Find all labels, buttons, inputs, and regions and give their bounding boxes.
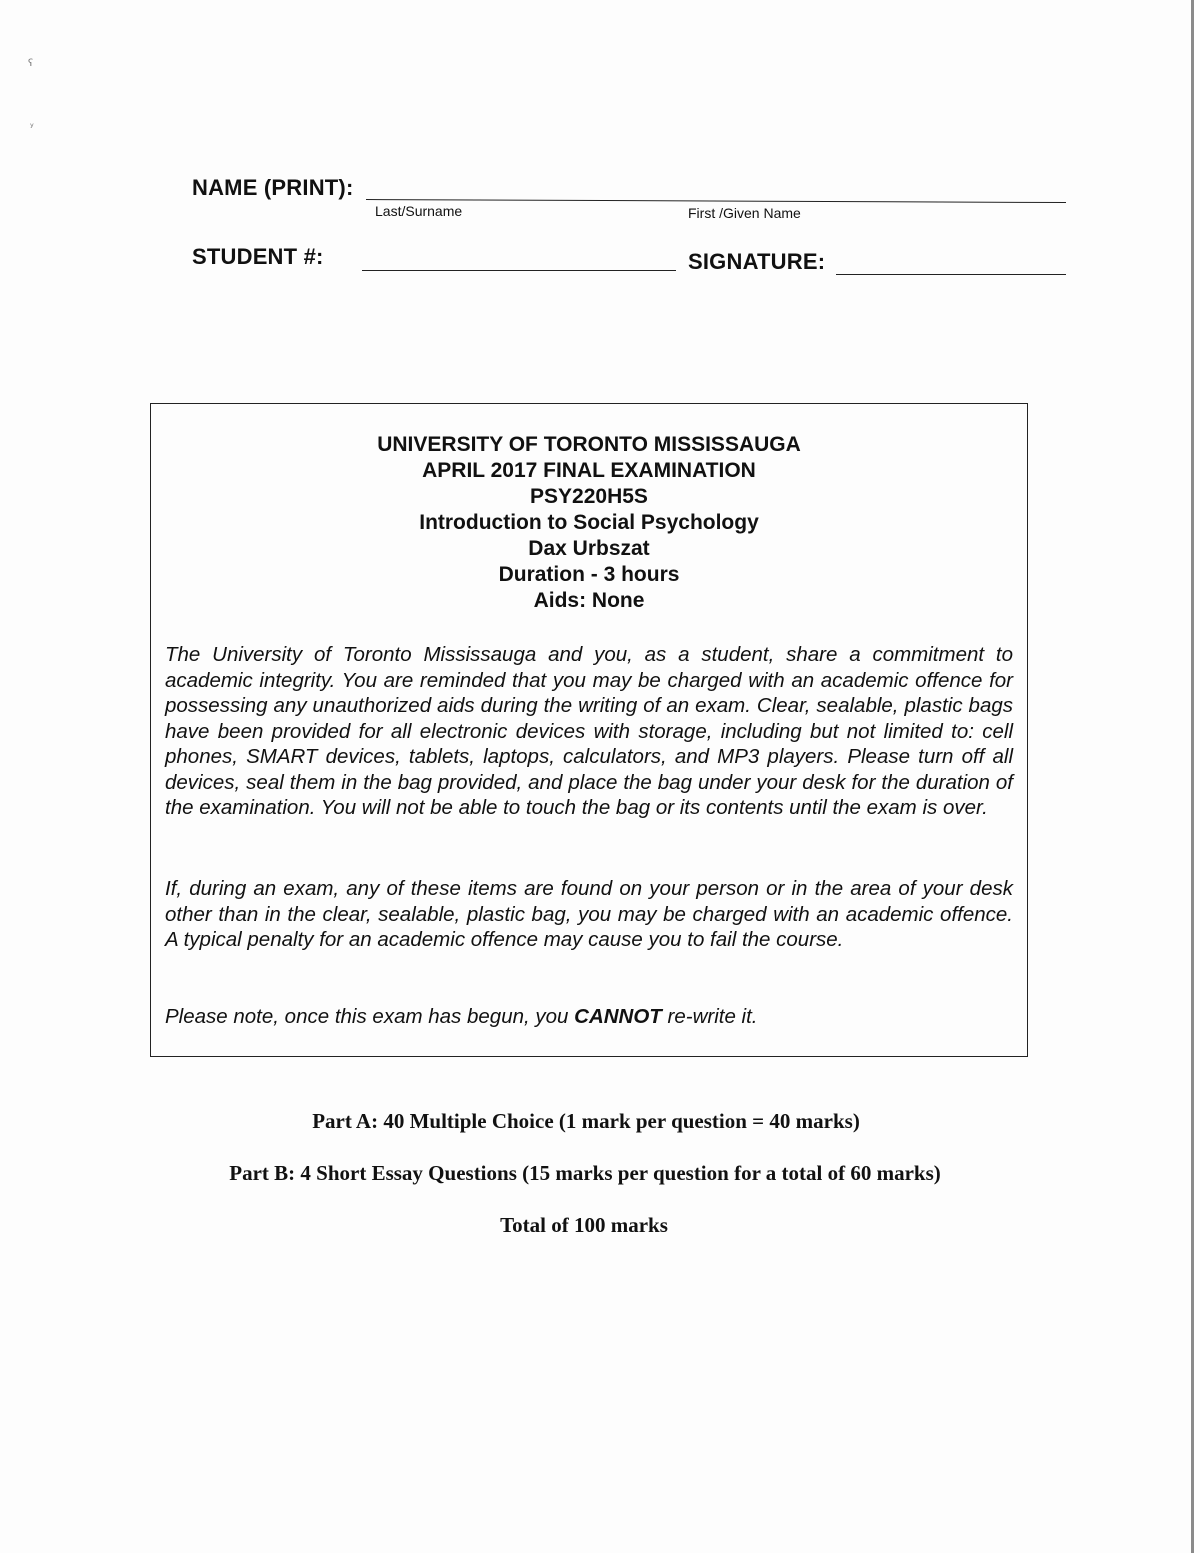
scan-mark: ʕ bbox=[28, 58, 34, 69]
name-label: NAME (PRINT): bbox=[192, 175, 354, 200]
scan-mark: ʸ bbox=[30, 122, 34, 133]
total-marks: Total of 100 marks bbox=[500, 1213, 668, 1237]
exam-session: APRIL 2017 FINAL EXAMINATION bbox=[422, 459, 756, 482]
signature-label: SIGNATURE: bbox=[688, 249, 826, 274]
rewrite-note bbox=[165, 1004, 1013, 1030]
part-a-summary: Part A: 40 Multiple Choice (1 mark per question = 40 marks) bbox=[312, 1109, 860, 1133]
instructor-name: Dax Urbszat bbox=[528, 537, 650, 560]
academic-integrity-paragraph: The University of Toronto Mississauga and you, as a student, share a commitment to academic integrity. You are reminded that you may be charged with an academic offence for possessing any unauthorized aids during the writing of an exam. Clear, sealable, plastic bags have been provided for all electronic devices with storage, including but not limited to: cell phones, SMART devices, tablets, laptops, calculators, and MP3 players. Please turn off all devices, seal them in the bag provided, and place the bag under your desk for the duration of the examination. You will not be able to touch the bag or its contents until the exam is over. bbox=[165, 643, 1013, 819]
university-name: UNIVERSITY OF TORONTO MISSISSAUGA bbox=[377, 433, 801, 456]
signature-line bbox=[836, 274, 1066, 275]
student-number-line bbox=[362, 270, 676, 271]
last-name-label: Last/Surname bbox=[375, 203, 463, 219]
name-line bbox=[366, 199, 1066, 203]
part-b-summary: Part B: 4 Short Essay Questions (15 marks per question for a total of 60 marks) bbox=[229, 1161, 941, 1185]
exam-duration: Duration - 3 hours bbox=[498, 563, 680, 586]
penalty-paragraph: If, during an exam, any of these items are found on your person or in the area of your desk other than in the clear, sealable, plastic bag, you may be charged with an academic offence. A typical penalty for an academic offence may cause you to fail the course. bbox=[165, 877, 1013, 951]
exam-info-box bbox=[150, 403, 1028, 1057]
course-title: Introduction to Social Psychology bbox=[419, 511, 759, 534]
course-code: PSY220H5S bbox=[530, 485, 648, 508]
rewrite-note-emphasis: CANNOT bbox=[574, 1005, 662, 1028]
rewrite-note-end: re-write it. bbox=[661, 1005, 758, 1028]
allowed-aids: Aids: None bbox=[533, 589, 645, 612]
student-number-label: STUDENT #: bbox=[192, 244, 324, 269]
first-name-label: First /Given Name bbox=[688, 205, 801, 221]
scan-edge-line bbox=[1191, 0, 1194, 1553]
rewrite-note-start: Please note, once this exam has begun, you bbox=[165, 1005, 575, 1028]
